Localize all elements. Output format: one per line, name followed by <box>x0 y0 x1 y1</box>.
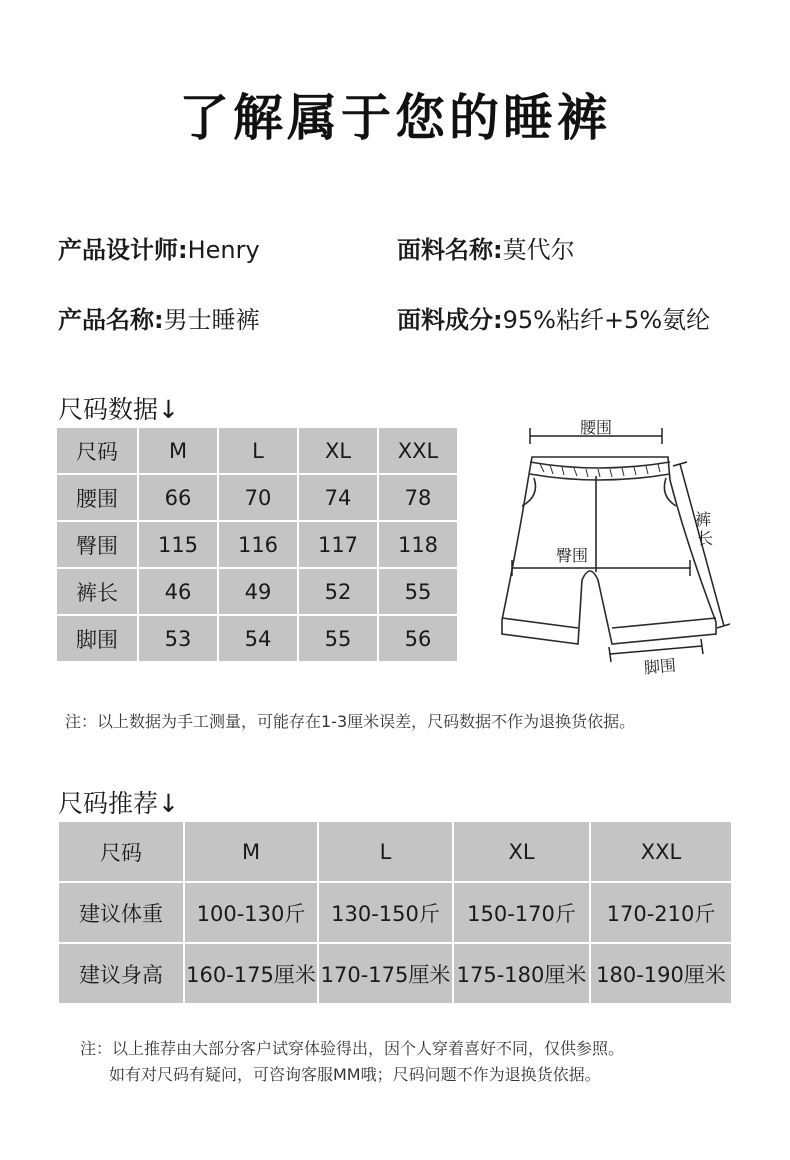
product-name-info <box>58 300 260 335</box>
leg-label: 脚围 <box>643 655 677 678</box>
table-row-label: 脚围 <box>57 616 137 661</box>
recommend-note-line-2: 如有对尺码有疑问，可咨询客服MM哦；尺码问题不作为退换货依据。 <box>109 1065 601 1084</box>
table-cell: 180-190厘米 <box>591 944 731 1003</box>
table-cell: 130-150斤 <box>319 883 452 942</box>
length-label-part-1: 裤 <box>694 510 712 529</box>
table-header-row <box>57 428 457 473</box>
fabric-composition-value: 95%粘纤+5%氨纶 <box>502 306 711 334</box>
table-cell: 54 <box>219 616 297 661</box>
table-cell: 78 <box>379 475 457 520</box>
table-header-cell: XL <box>299 428 377 473</box>
table-row-label: 腰围 <box>57 475 137 520</box>
table-row <box>59 883 731 942</box>
table-header-cell: 尺码 <box>59 822 183 881</box>
table-cell: 70 <box>219 475 297 520</box>
table-cell: 118 <box>379 522 457 567</box>
fabric-composition-info <box>397 300 710 335</box>
table-cell: 46 <box>139 569 217 614</box>
table-cell: 56 <box>379 616 457 661</box>
table-cell: 55 <box>379 569 457 614</box>
table-header-cell: XXL <box>591 822 731 881</box>
table-header-cell: M <box>185 822 317 881</box>
table-row <box>57 475 457 520</box>
shorts-outline-icon <box>502 457 716 644</box>
length-label-part-2: 长 <box>696 529 714 548</box>
table-header-cell: L <box>219 428 297 473</box>
hip-label: 臀围 <box>555 546 589 565</box>
table-cell: 116 <box>219 522 297 567</box>
shorts-measurement-diagram <box>490 412 730 687</box>
fabric-name-label: 面料名称: <box>397 236 503 264</box>
fabric-name-value: 莫代尔 <box>502 236 575 264</box>
table-header-cell: L <box>319 822 452 881</box>
table-header-cell: 尺码 <box>57 428 137 473</box>
table-row-label: 臀围 <box>57 522 137 567</box>
table-row-label: 裤长 <box>57 569 137 614</box>
table-header-cell: XL <box>454 822 589 881</box>
fabric-composition-label: 面料成分: <box>397 306 503 334</box>
table-cell: 170-175厘米 <box>319 944 452 1003</box>
table-cell: 117 <box>299 522 377 567</box>
table-header-row <box>59 822 731 881</box>
table-cell: 115 <box>139 522 217 567</box>
table-row-label: 建议体重 <box>59 883 183 942</box>
table-cell: 49 <box>219 569 297 614</box>
table-row <box>57 616 457 661</box>
table-cell: 55 <box>299 616 377 661</box>
table-row <box>59 944 731 1003</box>
size-data-note: 注：以上数据为手工测量，可能存在1-3厘米误差，尺码数据不作为退换货依据。 <box>65 712 636 731</box>
table-header-cell: M <box>139 428 217 473</box>
table-cell: 100-130斤 <box>185 883 317 942</box>
fabric-name-info <box>397 230 575 265</box>
size-recommend-heading: 尺码推荐↓ <box>58 789 179 818</box>
table-cell: 53 <box>139 616 217 661</box>
table-header-cell: XXL <box>379 428 457 473</box>
designer-info <box>58 230 260 265</box>
product-name-value: 男士睡裤 <box>163 306 260 334</box>
table-cell: 150-170斤 <box>454 883 589 942</box>
product-name-label: 产品名称: <box>58 306 164 334</box>
table-cell: 52 <box>299 569 377 614</box>
size-data-heading: 尺码数据↓ <box>58 395 179 424</box>
table-row <box>57 569 457 614</box>
table-cell: 74 <box>299 475 377 520</box>
page-title: 了解属于您的睡裤 <box>179 89 611 147</box>
waist-label: 腰围 <box>579 418 613 437</box>
table-cell: 175-180厘米 <box>454 944 589 1003</box>
table-row-label: 建议身高 <box>59 944 183 1003</box>
designer-label: 产品设计师: <box>58 236 188 264</box>
recommend-note-line-1: 注：以上推荐由大部分客户试穿体验得出，因个人穿着喜好不同，仅供参照。 <box>80 1039 625 1058</box>
size-recommend-table <box>57 820 733 1005</box>
table-cell: 66 <box>139 475 217 520</box>
designer-value: Henry <box>187 236 260 264</box>
table-cell: 170-210斤 <box>591 883 731 942</box>
table-cell: 160-175厘米 <box>185 944 317 1003</box>
table-row <box>57 522 457 567</box>
size-data-table <box>55 426 459 663</box>
